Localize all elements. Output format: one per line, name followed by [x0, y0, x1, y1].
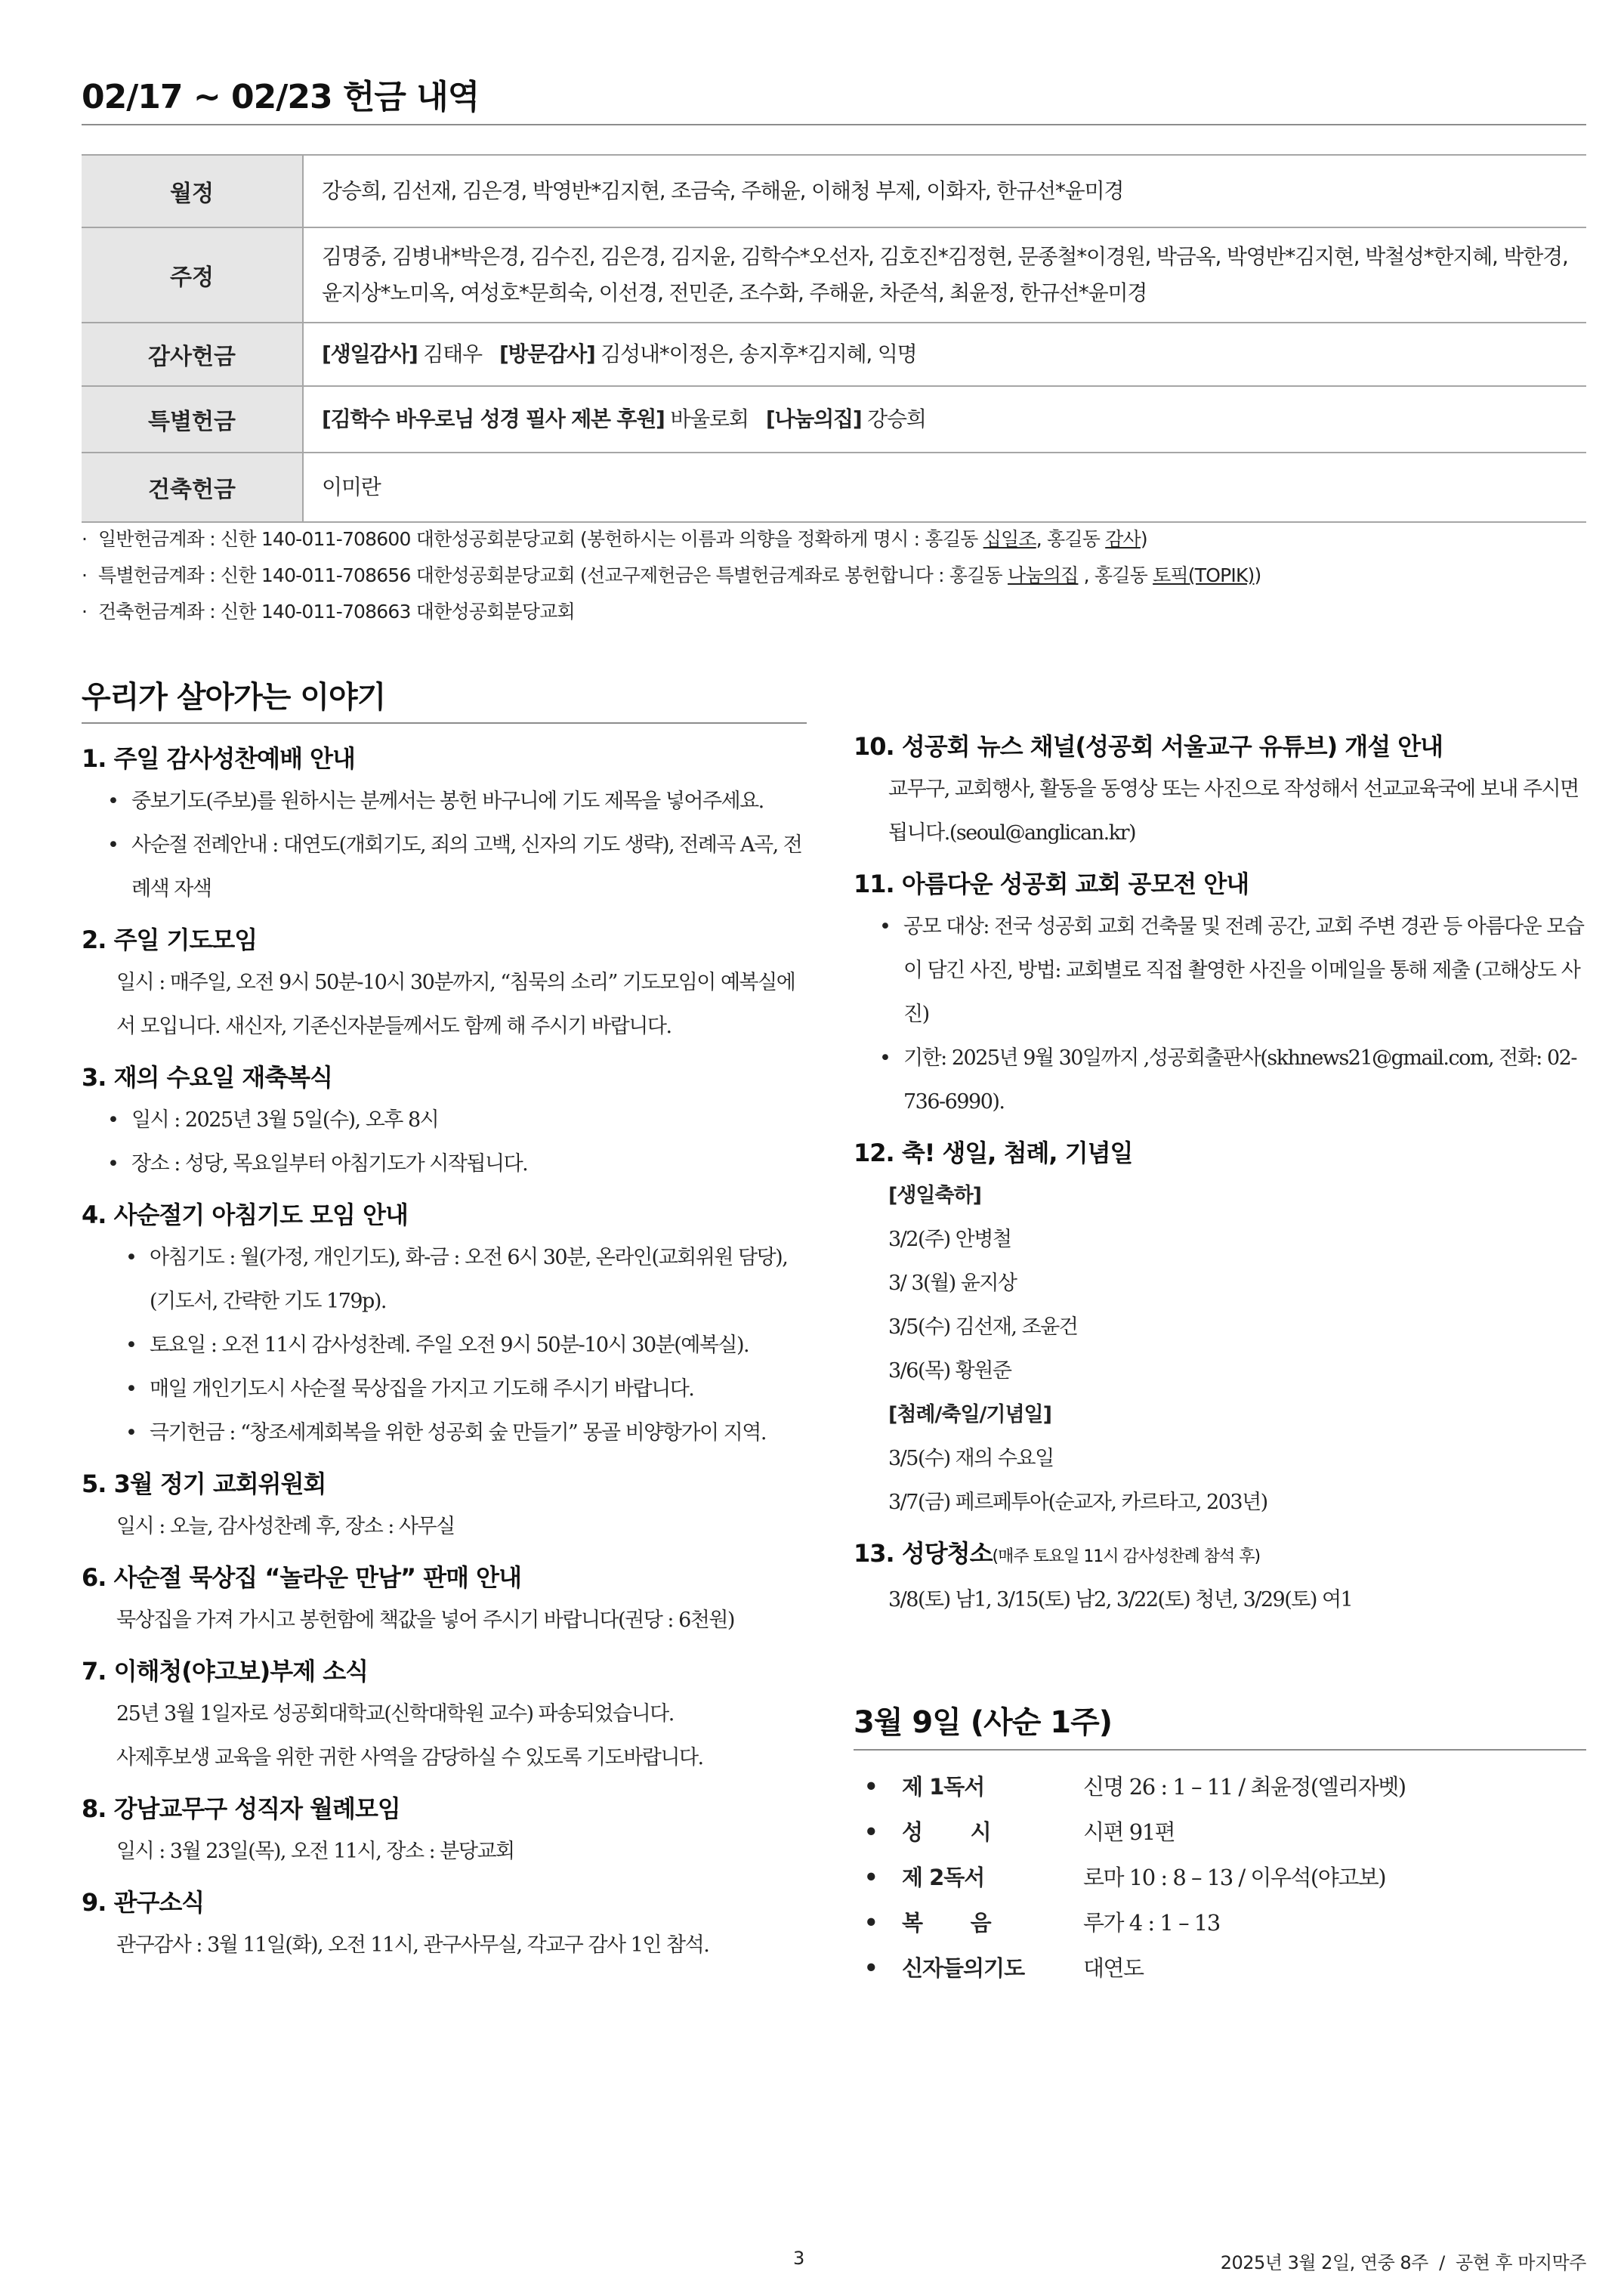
offering-row-monthly	[82, 155, 1586, 227]
lectionary-divider	[854, 1749, 1586, 1751]
birthday-heading	[854, 1174, 1586, 1218]
reading-value: 루가 4 : 1 – 13	[1083, 1910, 1220, 1936]
reading-value: 시편 91편	[1083, 1819, 1175, 1845]
news-text: 관구감사 : 3월 11일(화), 오전 11시, 관구사무실, 각교구 감사 1인 참석.	[116, 1933, 709, 1957]
reading-value: 대연도	[1083, 1955, 1144, 1981]
bullet-icon: •	[864, 1955, 878, 1981]
lectionary-row	[854, 1764, 1586, 1809]
bullet-icon: •	[864, 1865, 878, 1890]
reading-label: 복 음	[902, 1910, 991, 1936]
reading-value: 로마 10 : 8 – 13 / 이우석(야고보)	[1083, 1865, 1386, 1890]
account-general: · 일반헌금계좌 : 신한 140-011-708600 대한성공회분당교회 (봉헌하시는 이름과 의향을 정확하게 명시 : 홍길동 십일조, 홍길동 감사)	[82, 528, 1147, 550]
news-text: 교무구, 교회행사, 활동을 동영상 또는 사진으로 작성해서 선교교육국에 보내 주시면 됩니다.(seoul@anglican.kr)	[888, 777, 1579, 845]
news-title: 8. 강남교무구 성직자 월례모임	[82, 1794, 400, 1823]
offering-row-building	[82, 453, 1586, 522]
category-cell: 주정	[82, 227, 303, 323]
account-text: , 홍길동	[1036, 528, 1106, 550]
lectionary-section	[854, 1696, 1586, 1991]
category-cell: 특별헌금	[82, 386, 303, 453]
news-title: 11. 아름다운 성공회 교회 공모전 안내	[854, 870, 1249, 898]
news-item-1	[82, 737, 807, 911]
news-title: 1. 주일 감사성찬예배 안내	[82, 744, 355, 773]
offering-row-weekly	[82, 227, 1586, 323]
news-bullet: • 중보기도(주보)를 원하시는 분께서는 봉헌 바구니에 기도 제목을 넣어주세요.	[82, 780, 807, 824]
news-bullet: • 토요일 : 오전 11시 감사성찬례. 주일 오전 9시 50분-10시 30분(예복실).	[82, 1324, 807, 1367]
page-number: 3	[793, 2248, 805, 2269]
news-item-9	[82, 1881, 807, 1967]
feast-entry: 3/7(금) 페르페투아(순교자, 카르타고, 203년)	[888, 1491, 1267, 1514]
stories-left-column	[82, 672, 807, 1975]
account-underlined: 토픽(TOPIK)	[1153, 564, 1255, 586]
news-title: 9. 관구소식	[82, 1888, 205, 1917]
lectionary-row	[854, 1945, 1586, 1991]
names-cell: 이미란	[322, 474, 381, 499]
category-cell: 월정	[82, 155, 303, 227]
news-item-7	[82, 1650, 807, 1780]
news-title: 7. 이해청(야고보)부제 소식	[82, 1657, 369, 1686]
news-text: 일시 : 매주일, 오전 9시 50분-10시 30분까지, “침묵의 소리” 기도모임이 예복실에서 모입니다. 새신자, 기존신자분들께서도 함께 해 주시기 바랍니다.	[116, 971, 795, 1038]
account-underlined: 감사	[1105, 528, 1141, 550]
news-item-11	[854, 863, 1586, 1124]
special-names-bible: 바울로회	[664, 406, 766, 431]
offering-row-thanks	[82, 323, 1586, 386]
news-title: 4. 사순절기 아침기도 모임 안내	[82, 1201, 408, 1229]
stories-divider	[82, 722, 807, 724]
news-title-row	[854, 1532, 1586, 1578]
account-text: )	[1254, 564, 1261, 586]
thanks-names-birthday: 김태우	[417, 341, 499, 366]
offering-title: 02/17 ~ 02/23 헌금 내역	[82, 78, 480, 116]
title-divider	[82, 124, 1586, 125]
news-title: 2. 주일 기도모임	[82, 926, 258, 954]
names-cell	[303, 323, 1586, 386]
news-bullet: • 아침기도 : 월(가정, 개인기도), 화-금 : 오전 6시 30분, 온라인(교회위원 담당), (기도서, 간략한 기도 179p).	[82, 1236, 807, 1324]
offering-table	[82, 154, 1586, 523]
feast-heading-text: [첨례/축일/기념일]	[888, 1403, 1051, 1426]
birthday-heading-text: [생일축하]	[888, 1184, 982, 1207]
thanks-names-visit: 김성내*이정은, 송지후*김지혜, 익명	[594, 341, 917, 366]
stories-title: 우리가 살아가는 이야기	[82, 680, 386, 715]
birthday-entry: 3/6(목) 황원준	[888, 1359, 1011, 1383]
news-text: 사제후보생 교육을 위한 귀한 사역을 감당하실 수 있도록 기도바랍니다.	[116, 1746, 703, 1769]
reading-label: 신자들의기도	[902, 1955, 1025, 1981]
news-title: 12. 축! 생일, 첨례, 기념일	[854, 1139, 1133, 1167]
birthday-entry: 3/5(수) 김선재, 조윤건	[888, 1315, 1078, 1339]
news-title: 3. 재의 수요일 재축복식	[82, 1063, 333, 1092]
news-item-12	[854, 1132, 1586, 1525]
news-item-2	[82, 919, 807, 1049]
birthday-entry: 3/ 3(월) 윤지상	[888, 1272, 1017, 1295]
news-bullet: • 매일 개인기도시 사순절 묵상집을 가지고 기도해 주시기 바랍니다.	[82, 1367, 807, 1411]
lectionary-row	[854, 1900, 1586, 1945]
lectionary-row	[854, 1855, 1586, 1900]
news-bullet: • 장소 : 성당, 목요일부터 아침기도가 시작됩니다.	[82, 1142, 807, 1186]
account-text: 일반헌금계좌 : 신한 140-011-708600 대한성공회분당교회 (봉헌하시는 이름과 의향을 정확하게 명시 : 홍길동	[98, 528, 983, 550]
reading-label: 제 2독서	[902, 1865, 985, 1890]
news-text: 25년 3월 1일자로 성공회대학교(신학대학원 교수) 파송되었습니다.	[116, 1702, 674, 1726]
feast-heading	[854, 1393, 1586, 1437]
special-label-bible: [김학수 바우로님 성경 필사 제본 후원]	[322, 406, 665, 431]
reading-label: 제 1독서	[902, 1774, 985, 1800]
category-cell: 건축헌금	[82, 453, 303, 522]
news-item-4	[82, 1194, 807, 1455]
news-text: 일시 : 3월 23일(목), 오전 11시, 장소 : 분당교회	[116, 1840, 514, 1863]
lectionary-row	[854, 1809, 1586, 1855]
offering-row-special	[82, 386, 1586, 453]
bullet-icon: •	[864, 1819, 878, 1845]
account-building: · 건축헌금계좌 : 신한 140-011-708663 대한성공회분당교회	[82, 601, 575, 623]
category-cell: 감사헌금	[82, 323, 303, 386]
news-title: 5. 3월 정기 교회위원회	[82, 1469, 326, 1498]
thanks-label-birthday: [생일감사]	[322, 341, 418, 366]
account-underlined: 십일조	[983, 528, 1036, 550]
news-bullet: • 극기헌금 : “창조세계회복을 위한 성공회 숲 만들기” 몽골 비양항가이 지역.	[82, 1411, 807, 1455]
bullet-icon: •	[864, 1774, 878, 1800]
account-underlined: 나눔의집	[1008, 564, 1079, 586]
account-list	[82, 521, 1586, 630]
thanks-label-visit: [방문감사]	[499, 341, 595, 366]
account-text: 특별헌금계좌 : 신한 140-011-708656 대한성공회분당교회 (선교구제헌금은 특별헌금계좌로 봉헌합니다 : 홍길동	[98, 564, 1008, 586]
account-text: , 홍길동	[1078, 564, 1153, 586]
news-item-13	[854, 1532, 1586, 1622]
news-item-8	[82, 1788, 807, 1874]
stories-right-column	[854, 725, 1586, 1630]
news-text: 묵상집을 가져 가시고 봉헌함에 책값을 넣어 주시기 바랍니다(권당 : 6천원)	[116, 1608, 734, 1632]
birthday-entry: 3/2(주) 안병철	[888, 1228, 1011, 1251]
names-cell	[303, 386, 1586, 453]
news-item-10	[854, 725, 1586, 855]
account-text: 건축헌금계좌 : 신한 140-011-708663 대한성공회분당교회	[98, 601, 575, 623]
news-bullet: • 공모 대상: 전국 성공회 교회 건축물 및 전례 공간, 교회 주변 경관 등 아름다운 모습이 담긴 사진, 방법: 교회별로 직접 촬영한 사진을 이메일을 통해 제출 (고해상도 사진)	[854, 905, 1586, 1037]
lectionary-title: 3월 9일 (사순 1주)	[854, 1705, 1113, 1740]
news-item-6	[82, 1556, 807, 1642]
news-bullet: • 일시 : 2025년 3월 5일(수), 오후 8시	[82, 1099, 807, 1142]
account-special: · 특별헌금계좌 : 신한 140-011-708656 대한성공회분당교회 (선교구제헌금은 특별헌금계좌로 봉헌합니다 : 홍길동 나눔의집 , 홍길동 토픽(TOPIK))	[82, 564, 1261, 586]
footer-date: 2025년 3월 2일, 연중 8주 / 공현 후 마지막주	[1220, 2252, 1586, 2273]
special-label-sharing: [나눔의집]	[765, 406, 862, 431]
news-title-note: (매주 토요일 11시 감사성찬례 참석 후)	[992, 1547, 1261, 1566]
news-title: 10. 성공회 뉴스 채널(성공회 서울교구 유튜브) 개설 안내	[854, 732, 1443, 761]
reading-label: 성 시	[902, 1819, 991, 1845]
news-title: 13. 성당청소	[854, 1539, 993, 1568]
news-item-5	[82, 1463, 807, 1549]
news-text: 3/8(토) 남1, 3/15(토) 남2, 3/22(토) 청년, 3/29(토) 여1	[888, 1588, 1353, 1612]
names-cell: 김명중, 김병내*박은경, 김수진, 김은경, 김지윤, 김학수*오선자, 김호진*김정현, 문종철*이경원, 박금옥, 박영반*김지현, 박철성*한지혜, 박한경, 윤지상*노미옥, 여성호*문희숙, 이선경, 전민준, 조수화, 주해윤, 차준석, 최윤정, 한규선*윤미경	[322, 244, 1568, 305]
news-bullet: • 사순절 전례안내 : 대연도(개회기도, 죄의 고백, 신자의 기도 생략), 전례곡 A곡, 전례색 자색	[82, 824, 807, 911]
account-text: )	[1140, 528, 1147, 550]
reading-value: 신명 26 : 1 – 11 / 최윤정(엘리자벳)	[1083, 1774, 1406, 1800]
news-bullet: • 기한: 2025년 9월 30일까지 ,성공회출판사(skhnews21@gmail.com, 전화: 02-736-6990).	[854, 1037, 1586, 1124]
special-names-sharing: 강승희	[861, 406, 926, 431]
news-text: 일시 : 오늘, 감사성찬례 후, 장소 : 사무실	[116, 1515, 455, 1538]
feast-entry: 3/5(수) 재의 수요일	[888, 1447, 1054, 1470]
news-item-3	[82, 1056, 807, 1186]
names-cell: 강승희, 김선재, 김은경, 박영반*김지현, 조금숙, 주해윤, 이해청 부제, 이화자, 한규선*윤미경	[322, 178, 1124, 203]
bullet-icon: •	[864, 1910, 878, 1936]
news-title: 6. 사순절 묵상집 “놀라운 만남” 판매 안내	[82, 1563, 522, 1592]
